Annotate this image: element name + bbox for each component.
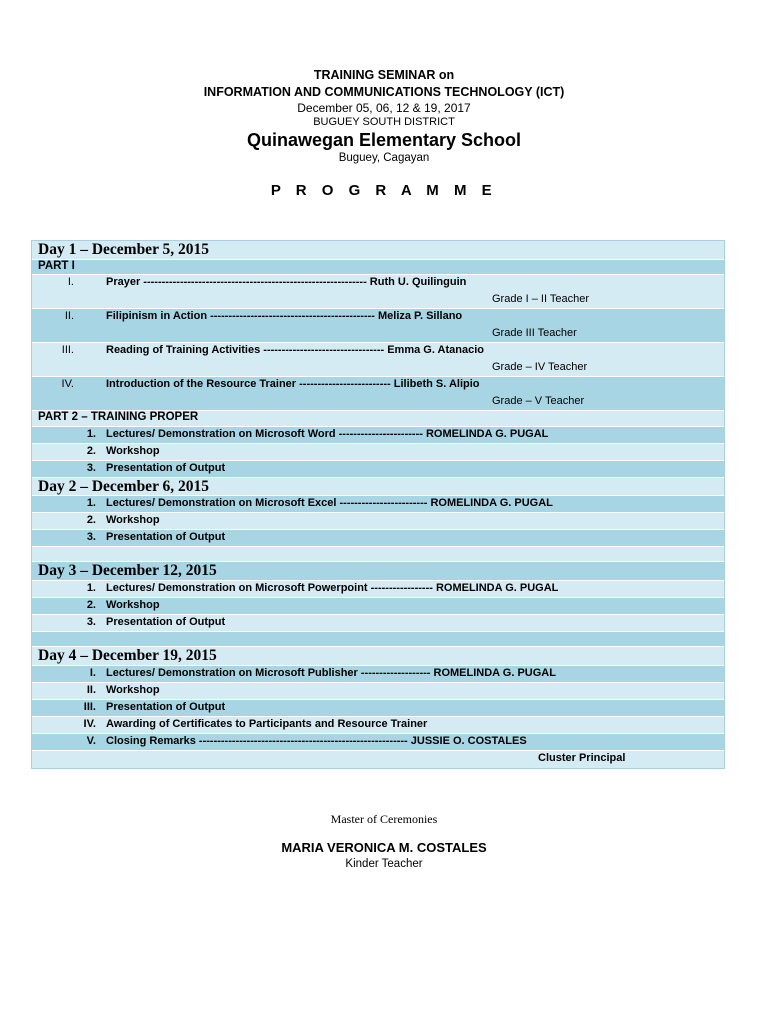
item-subtitle: Grade – IV Teacher	[492, 361, 588, 373]
part-2-row	[32, 411, 724, 427]
table-row	[32, 461, 724, 478]
table-row	[32, 717, 724, 734]
table-row	[32, 598, 724, 615]
table-row	[32, 734, 724, 751]
seminar-dates: December 05, 06, 12 & 19, 2017	[297, 101, 471, 115]
part-1-label: PART I	[38, 260, 75, 272]
day-2-header	[32, 478, 724, 496]
spacer-row	[32, 632, 724, 647]
item-text: Presentation of Output	[106, 701, 226, 713]
table-row	[32, 581, 724, 598]
item-subtitle: Grade I – II Teacher	[492, 293, 590, 305]
table-row	[32, 513, 724, 530]
seminar-subject: INFORMATION AND COMMUNICATIONS TECHNOLOGY (ICT)	[203, 85, 565, 99]
item-text: Presentation of Output	[106, 616, 226, 628]
table-row	[32, 700, 724, 717]
item-text: Lectures/ Demonstration on Microsoft Powerpoint ----------------- ROMELINDA G. PUGAL	[106, 582, 559, 594]
item-text: Closing Remarks --------------------------------------------------------- JUSSIE O. COSTALES	[106, 735, 527, 747]
table-row	[32, 615, 724, 632]
table-row	[32, 275, 724, 309]
item-text: Presentation of Output	[106, 531, 226, 543]
day-4-title: Day 4 – December 19, 2015	[38, 647, 217, 664]
item-text: Workshop	[106, 514, 160, 526]
day-3-header	[32, 562, 724, 581]
district-name: BUGUEY SOUTH DISTRICT	[313, 116, 455, 128]
item-text: Introduction of the Resource Trainer ------------------------- Lilibeth S. Alipio	[106, 378, 480, 390]
day-1-header	[32, 241, 724, 260]
table-row	[32, 427, 724, 444]
item-number: 2.	[86, 599, 96, 611]
part-2-label: PART 2 – TRAINING PROPER	[38, 411, 199, 423]
day-1-title: Day 1 – December 5, 2015	[38, 241, 210, 258]
item-text: Workshop	[106, 684, 160, 696]
seminar-title: TRAINING SEMINAR on	[313, 68, 455, 82]
mc-role: Master of Ceremonies	[330, 812, 438, 826]
item-number: 2.	[86, 445, 96, 457]
item-number: III.	[83, 701, 96, 713]
item-text: Presentation of Output	[106, 462, 226, 474]
item-text: Lectures/ Demonstration on Microsoft Publisher ------------------- ROMELINDA G. PUGAL	[106, 667, 556, 679]
day-3-title: Day 3 – December 12, 2015	[38, 562, 217, 579]
closing-subtitle: Cluster Principal	[538, 752, 626, 764]
table-row	[32, 309, 724, 343]
item-text: Prayer ------------------------------------------------------------- Ruth U. Quilinguin	[106, 276, 467, 288]
table-row	[32, 496, 724, 513]
programme-table	[31, 240, 725, 769]
table-row	[32, 683, 724, 700]
table-row	[32, 530, 724, 547]
table-row	[32, 444, 724, 461]
day-4-header	[32, 647, 724, 666]
table-row	[32, 377, 724, 411]
programme-heading: P R O G R A M M E	[270, 182, 498, 199]
table-row	[32, 666, 724, 683]
mc-name: MARIA VERONICA M. COSTALES	[281, 840, 487, 855]
item-number: I.	[67, 276, 74, 288]
table-row	[32, 343, 724, 377]
item-text: Workshop	[106, 445, 160, 457]
day-2-title: Day 2 – December 6, 2015	[38, 478, 210, 495]
item-text: Lectures/ Demonstration on Microsoft Excel ------------------------ ROMELINDA G. PUGAL	[106, 497, 553, 509]
item-number: V.	[86, 735, 96, 747]
item-number: IV.	[61, 378, 74, 390]
item-number: III.	[61, 344, 74, 356]
school-location: Buguey, Cagayan	[338, 152, 430, 164]
school-name: Quinawegan Elementary School	[246, 130, 522, 150]
item-number: 3.	[86, 616, 96, 628]
item-number: II.	[64, 310, 74, 322]
item-number: 3.	[86, 531, 96, 543]
item-text: Filipinism in Action --------------------------------------------- Meliza P. Sillano	[106, 310, 463, 322]
spacer-row	[32, 547, 724, 562]
item-number: IV.	[83, 718, 96, 730]
item-number: 2.	[86, 514, 96, 526]
item-number: 3.	[86, 462, 96, 474]
item-number: 1.	[86, 582, 96, 594]
table-row	[32, 751, 724, 768]
mc-title: Kinder Teacher	[345, 858, 423, 870]
part-1-row	[32, 260, 724, 275]
item-number: II.	[86, 684, 96, 696]
item-number: 1.	[86, 428, 96, 440]
item-text: Workshop	[106, 599, 160, 611]
item-text: Awarding of Certificates to Participants and Resource Trainer	[106, 718, 428, 730]
item-number: 1.	[86, 497, 96, 509]
item-text: Lectures/ Demonstration on Microsoft Word ----------------------- ROMELINDA G. PUGAL	[106, 428, 549, 440]
item-text: Reading of Training Activities --------------------------------- Emma G. Atanacio	[106, 344, 485, 356]
item-subtitle: Grade III Teacher	[492, 327, 577, 339]
item-number: I.	[89, 667, 96, 679]
item-subtitle: Grade – V Teacher	[492, 395, 585, 407]
